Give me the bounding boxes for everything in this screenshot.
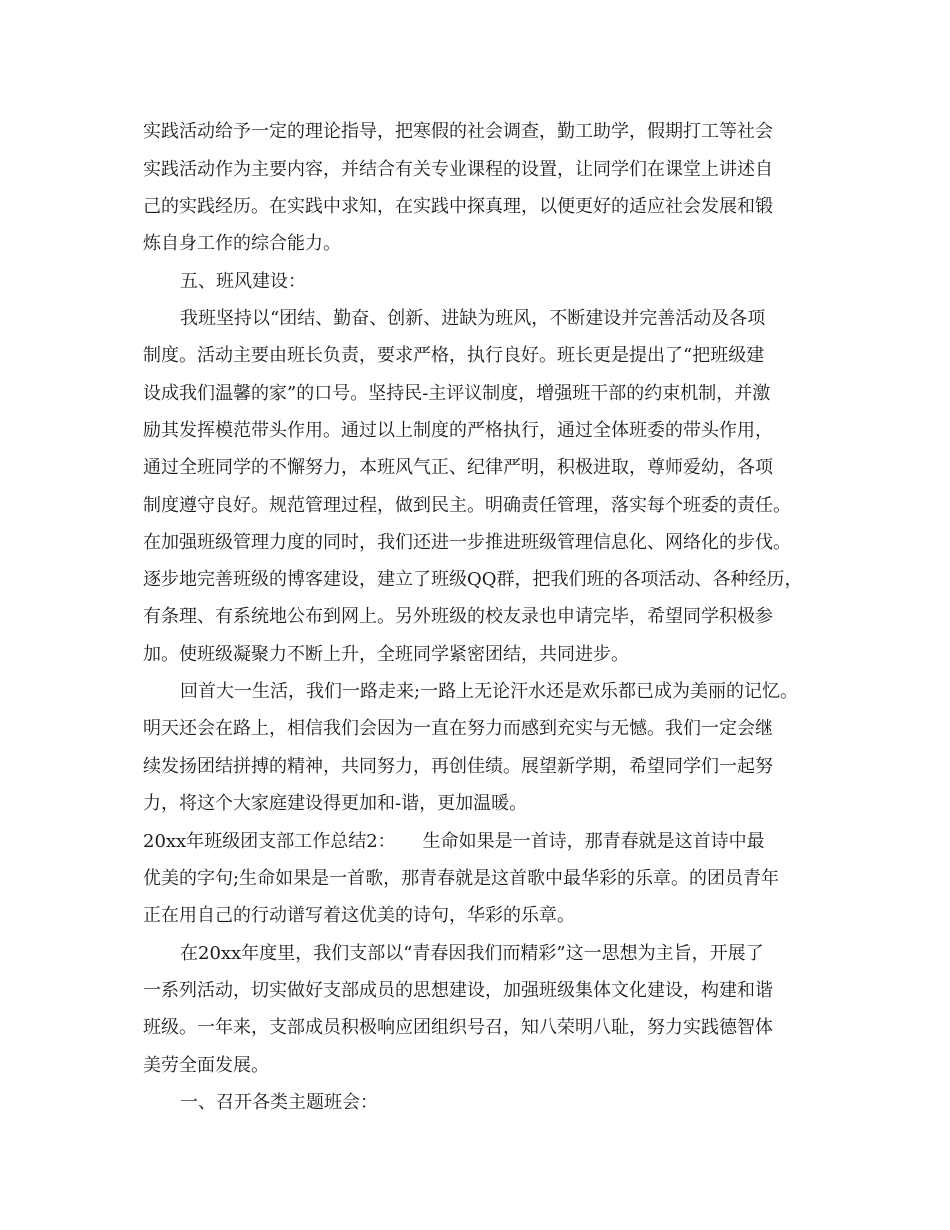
text-line: 励其发挥模范带头作用。通过以上制度的严格执行，通过全体班委的带头作用， bbox=[143, 420, 773, 441]
section-heading: 一、召开各类主题班会： bbox=[180, 1092, 378, 1113]
text-line: 在20xx年度里，我们支部以“青春因我们而精彩”这一思想为主旨，开展了 bbox=[180, 943, 764, 964]
text-line: 我班坚持以“团结、勤奋、创新、进缺为班风，不断建设并完善活动及各项 bbox=[180, 308, 766, 329]
text-line: 炼自身工作的综合能力。 bbox=[143, 233, 341, 254]
text-line: 制度遵守良好。规范管理过程，做到民主。明确责任管理，落实每个班委的责任。 bbox=[143, 495, 791, 516]
text-line: 在加强班级管理力度的同时，我们还进一步推进班级管理信息化、网络化的步伐。 bbox=[143, 532, 791, 553]
text-line: 实践活动给予一定的理论指导，把寒假的社会调查，勤工助学，假期打工等社会 bbox=[143, 121, 773, 142]
section-heading: 五、班风建设： bbox=[180, 271, 306, 292]
text-line: 一系列活动，切实做好支部成员的思想建设，加强班级集体文化建设，构建和谐 bbox=[143, 980, 773, 1001]
text-line: 正在用自己的行动谱写着这优美的诗句，华彩的乐章。 bbox=[143, 905, 575, 926]
text-line: 力，将这个大家庭建设得更加和-谐，更加温暖。 bbox=[143, 793, 528, 814]
text-line: 设成我们温馨的家”的口号。坚持民-主评议制度，增强班干部的约束机制，并激 bbox=[143, 383, 771, 404]
text-line: 通过全班同学的不懈努力，本班风气正、纪律严明，积极进取，尊师爱幼，各项 bbox=[143, 457, 773, 478]
text-line: 加。使班级凝聚力不断上升，全班同学紧密团结，共同进步。 bbox=[143, 644, 629, 665]
text-line: 班级。一年来，支部成员积极响应团组织号召，知八荣明八耻，努力实践德智体 bbox=[143, 1017, 773, 1038]
text-line: 制度。活动主要由班长负责，要求严格，执行良好。班长更是提出了“把班级建 bbox=[143, 345, 765, 366]
text-line: 美劳全面发展。 bbox=[143, 1055, 269, 1076]
text-line: 明天还会在路上，相信我们会因为一直在努力而感到充实与无憾。我们一定会继 bbox=[143, 718, 773, 739]
text-line: 实践活动作为主要内容，并结合有关专业课程的设置，让同学们在课堂上讲述自 bbox=[143, 159, 773, 180]
text-line: 回首大一生活，我们一路走来;一路上无论汗水还是欢乐都已成为美丽的记忆。 bbox=[180, 681, 799, 702]
text-line: 20xx年班级团支部工作总结2： 生命如果是一首诗，那青春就是这首诗中最 bbox=[143, 831, 765, 852]
text-line: 优美的字句;生命如果是一首歌，那青春就是这首歌中最华彩的乐章。的团员青年 bbox=[143, 868, 780, 889]
text-line: 逐步地完善班级的博客建设，建立了班级QQ群，把我们班的各项活动、各种经历， bbox=[143, 569, 803, 590]
text-line: 续发扬团结拼搏的精神，共同努力，再创佳绩。展望新学期，希望同学们一起努 bbox=[143, 756, 773, 777]
text-line: 有条理、有系统地公布到网上。另外班级的校友录也申请完毕，希望同学积极参 bbox=[143, 606, 773, 627]
text-line: 己的实践经历。在实践中求知，在实践中探真理，以便更好的适应社会发展和锻 bbox=[143, 196, 773, 217]
